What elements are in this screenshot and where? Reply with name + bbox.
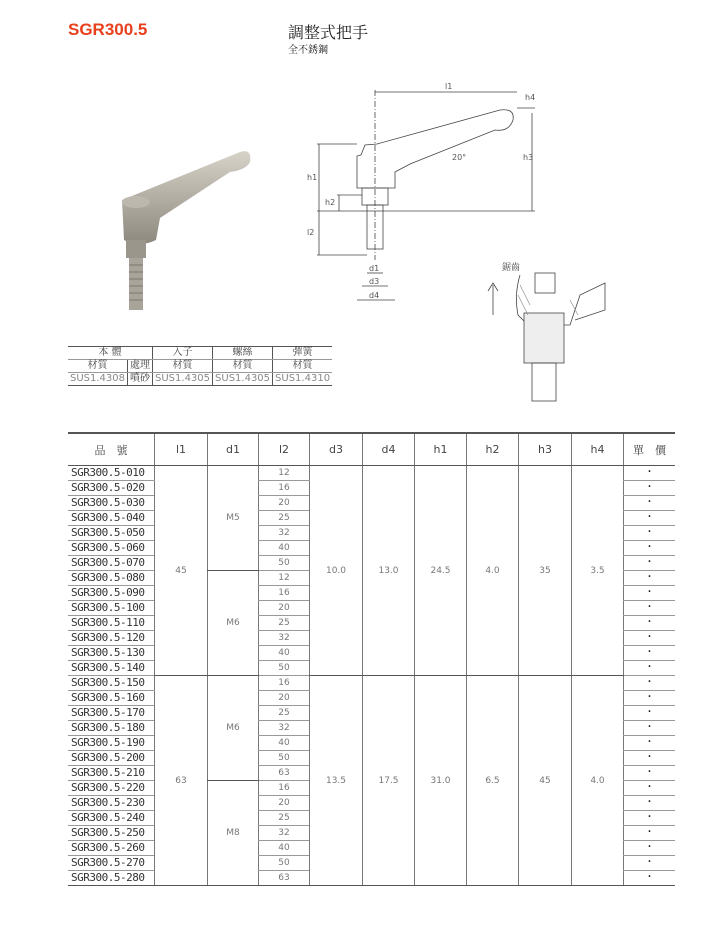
cell-price: ・: [624, 511, 676, 526]
cell-l2: 20: [259, 691, 310, 706]
part-number: SGR300.5-150: [68, 676, 155, 691]
part-number: SGR300.5-200: [68, 751, 155, 766]
cell-price: ・: [624, 556, 676, 571]
label-d4: d4: [369, 291, 380, 300]
material-subheader: 材質: [213, 360, 273, 373]
cell-price: ・: [624, 721, 676, 736]
cell-price: ・: [624, 466, 676, 481]
part-number: SGR300.5-070: [68, 556, 155, 571]
cell-d1: M8: [208, 781, 259, 886]
part-number: SGR300.5-080: [68, 571, 155, 586]
part-number: SGR300.5-240: [68, 811, 155, 826]
cell-h3: 35: [519, 466, 572, 676]
cell-l2: 16: [259, 481, 310, 496]
cell-price: ・: [624, 841, 676, 856]
section-detail: [480, 255, 610, 405]
cell-l2: 40: [259, 541, 310, 556]
cell-l2: 63: [259, 871, 310, 886]
column-header: d1: [208, 433, 259, 466]
cell-price: ・: [624, 736, 676, 751]
material-group: 彈簧: [273, 347, 333, 360]
cell-price: ・: [624, 661, 676, 676]
column-header: h3: [519, 433, 572, 466]
column-header: l2: [259, 433, 310, 466]
cell-price: ・: [624, 826, 676, 841]
part-number: SGR300.5-190: [68, 736, 155, 751]
part-number: SGR300.5-140: [68, 661, 155, 676]
material-value: SUS1.4305: [153, 373, 213, 386]
cell-l2: 32: [259, 721, 310, 736]
cell-l2: 63: [259, 766, 310, 781]
cell-l1: 45: [155, 466, 208, 676]
part-number: SGR300.5-050: [68, 526, 155, 541]
cell-l2: 16: [259, 676, 310, 691]
cell-price: ・: [624, 586, 676, 601]
column-header: h2: [467, 433, 519, 466]
part-number: SGR300.5-020: [68, 481, 155, 496]
part-number: SGR300.5-090: [68, 586, 155, 601]
part-number: SGR300.5-260: [68, 841, 155, 856]
cell-price: ・: [624, 646, 676, 661]
material-value: SUS1.4305: [213, 373, 273, 386]
part-number: SGR300.5-280: [68, 871, 155, 886]
cell-l2: 12: [259, 571, 310, 586]
cell-h1: 24.5: [415, 466, 467, 676]
column-header: h4: [572, 433, 624, 466]
cell-price: ・: [624, 871, 676, 886]
label-h3: h3: [523, 153, 534, 162]
column-header: d4: [363, 433, 415, 466]
column-header: d3: [310, 433, 363, 466]
cell-l2: 40: [259, 646, 310, 661]
part-number: SGR300.5-180: [68, 721, 155, 736]
cell-l2: 20: [259, 796, 310, 811]
cell-l2: 40: [259, 736, 310, 751]
cell-price: ・: [624, 571, 676, 586]
cell-l2: 25: [259, 811, 310, 826]
cell-price: ・: [624, 856, 676, 871]
cell-l2: 50: [259, 661, 310, 676]
cell-price: ・: [624, 796, 676, 811]
cell-price: ・: [624, 691, 676, 706]
part-number: SGR300.5-130: [68, 646, 155, 661]
cell-l1: 63: [155, 676, 208, 886]
label-serration: 鋸齒: [502, 263, 521, 273]
cell-price: ・: [624, 781, 676, 796]
cell-l2: 25: [259, 616, 310, 631]
material-subheader: 材質: [68, 360, 128, 373]
label-h2: h2: [325, 198, 336, 207]
product-photo: [100, 140, 270, 315]
cell-d4: 17.5: [363, 676, 415, 886]
part-number: SGR300.5-170: [68, 706, 155, 721]
table-row: [68, 466, 675, 481]
part-number: SGR300.5-220: [68, 781, 155, 796]
material-value: SUS1.4308: [68, 373, 128, 386]
cell-price: ・: [624, 631, 676, 646]
cell-h4: 4.0: [572, 676, 624, 886]
part-number: SGR300.5-110: [68, 616, 155, 631]
column-header: 品 號: [68, 433, 155, 466]
cell-l2: 20: [259, 496, 310, 511]
cell-h4: 3.5: [572, 466, 624, 676]
cell-price: ・: [624, 541, 676, 556]
label-h4: h4: [525, 93, 536, 102]
specification-table: [68, 432, 675, 886]
part-number: SGR300.5-270: [68, 856, 155, 871]
cell-price: ・: [624, 706, 676, 721]
cell-h3: 45: [519, 676, 572, 886]
part-number: SGR300.5-250: [68, 826, 155, 841]
cell-l2: 32: [259, 526, 310, 541]
material-group: 入子: [153, 347, 213, 360]
cell-d3: 13.5: [310, 676, 363, 886]
cell-d3: 10.0: [310, 466, 363, 676]
cell-h2: 6.5: [467, 676, 519, 886]
column-header: h1: [415, 433, 467, 466]
part-number: SGR300.5-120: [68, 631, 155, 646]
cell-price: ・: [624, 766, 676, 781]
cell-d4: 13.0: [363, 466, 415, 676]
part-number: SGR300.5-100: [68, 601, 155, 616]
cell-l2: 50: [259, 751, 310, 766]
material-group: 螺絲: [213, 347, 273, 360]
column-header: 單 價: [624, 433, 676, 466]
column-header: l1: [155, 433, 208, 466]
cell-l2: 50: [259, 556, 310, 571]
part-number: SGR300.5-210: [68, 766, 155, 781]
part-number: SGR300.5-160: [68, 691, 155, 706]
part-number: SGR300.5-030: [68, 496, 155, 511]
label-l2: l2: [307, 228, 315, 237]
label-d3: d3: [369, 277, 380, 286]
cell-d1: M5: [208, 466, 259, 571]
part-number: SGR300.5-060: [68, 541, 155, 556]
cell-price: ・: [624, 811, 676, 826]
cell-price: ・: [624, 601, 676, 616]
material-subheader: 材質: [273, 360, 333, 373]
materials-table: [68, 346, 332, 386]
cell-price: ・: [624, 616, 676, 631]
material-subheader: 材質: [153, 360, 213, 373]
product-subtitle: 全不銹鋼: [288, 45, 328, 56]
part-number: SGR300.5-040: [68, 511, 155, 526]
label-angle: 20°: [452, 153, 467, 162]
cell-price: ・: [624, 481, 676, 496]
material-subheader: 處理: [128, 360, 153, 373]
cell-d1: M6: [208, 571, 259, 676]
label-h1: h1: [307, 173, 318, 182]
cell-h2: 4.0: [467, 466, 519, 676]
cell-l2: 16: [259, 586, 310, 601]
cell-l2: 40: [259, 841, 310, 856]
cell-h1: 31.0: [415, 676, 467, 886]
material-value: 噴砂: [128, 373, 153, 386]
material-group: 本 體: [68, 347, 153, 360]
cell-l2: 12: [259, 466, 310, 481]
cell-price: ・: [624, 751, 676, 766]
material-value: SUS1.4310: [273, 373, 333, 386]
cell-l2: 20: [259, 601, 310, 616]
cell-price: ・: [624, 526, 676, 541]
cell-l2: 32: [259, 826, 310, 841]
table-row: [68, 676, 675, 691]
label-d1: d1: [369, 264, 380, 273]
cell-l2: 32: [259, 631, 310, 646]
cell-l2: 25: [259, 706, 310, 721]
cell-l2: 16: [259, 781, 310, 796]
cell-price: ・: [624, 676, 676, 691]
cell-l2: 25: [259, 511, 310, 526]
cell-l2: 50: [259, 856, 310, 871]
label-l1: l1: [445, 82, 453, 91]
part-number: SGR300.5-010: [68, 466, 155, 481]
product-code: SGR300.5: [68, 20, 148, 39]
part-number: SGR300.5-230: [68, 796, 155, 811]
product-title: 調整式把手: [288, 23, 369, 42]
cell-price: ・: [624, 496, 676, 511]
cell-d1: M6: [208, 676, 259, 781]
